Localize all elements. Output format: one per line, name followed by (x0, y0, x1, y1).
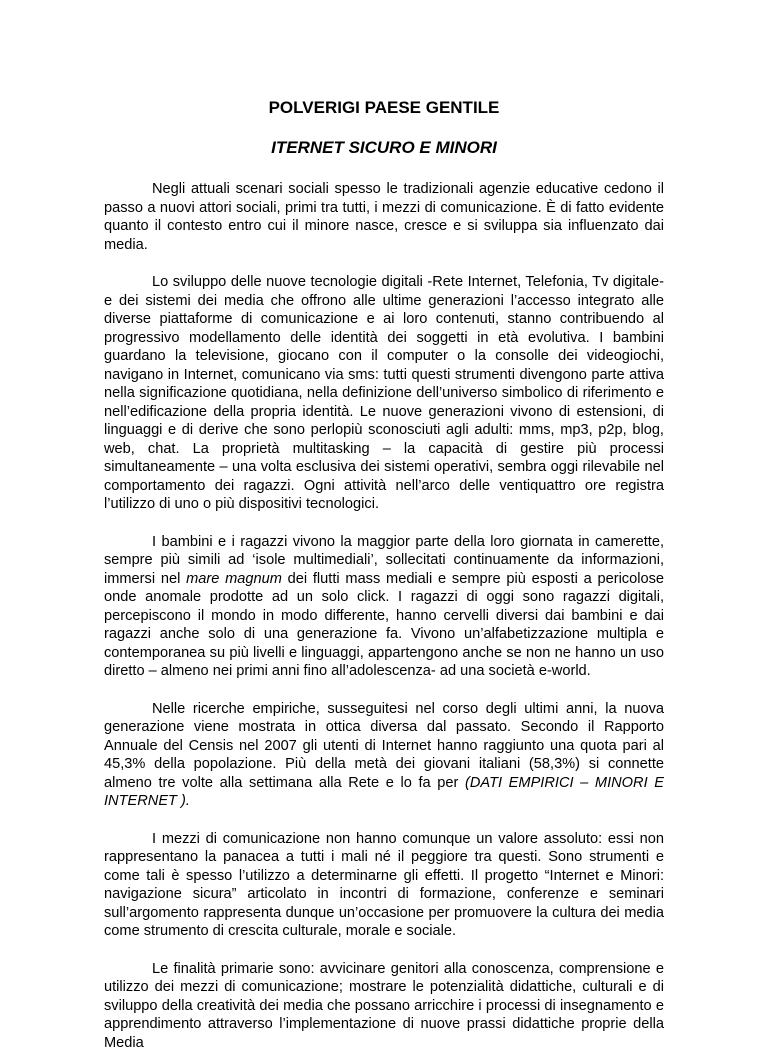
paragraph (104, 273, 664, 514)
paragraph-italic-text: mare magnum (186, 571, 282, 587)
document-title: POLVERIGI PAESE GENTILE (0, 98, 768, 118)
paragraph-text: Le finalità primarie sono: avvicinare genitori alla conoscenza, comprensione e utilizzo dei mezzi di comunicazione; mostrare le potenzialità didattiche, culturali e di sviluppo della creatività dei media che possano arricchire i processi di insegnamento e apprendimento attraverso l’implementazione di nuove prassi didattiche proprie della Media (104, 961, 664, 1051)
paragraph-text: Negli attuali scenari sociali spesso le tradizionali agenzie educative cedono il passo a nuovi attori sociali, primi tra tutti, i mezzi di comunicazione. È di fatto evidente quanto il contesto entro cui il minore nasce, cresce e si sviluppa sia influenzato dai media. (104, 181, 664, 253)
paragraph (104, 960, 664, 1052)
paragraph-text: Nelle ricerche empiriche, susseguitesi nel corso degli ultimi anni, la nuova generazione viene mostrata in ottica diversa dal passato. Secondo il Rapporto Annuale del Censis nel 2007 gli utenti di Internet hanno raggiunto una quota pari al 45,3% della popolazione. Più della metà dei giovani italiani (58,3%) si connette almeno tre volte alla settimana alla Rete e lo fa per (104, 701, 664, 791)
paragraph (104, 180, 664, 254)
document-body (104, 180, 664, 1052)
paragraph-italic-text: (DATI EMPIRICI – MINORI E INTERNET ). (104, 775, 664, 810)
paragraph-text: I bambini e i ragazzi vivono la maggior parte della loro giornata in camerette, sempre più simili ad ‘isole multimediali’, sollecitati continuamente da informazioni, immersi nel (104, 534, 664, 587)
document-subtitle: ITERNET SICURO E MINORI (0, 138, 768, 158)
paragraph-text: I mezzi di comunicazione non hanno comunque un valore assoluto: essi non rappresentano la panacea a tutti i mali né il peggiore tra questi. Sono strumenti e come tali è spesso l’utilizzo a determinarne gli effetti. Il progetto “Internet e Minori: navigazione sicura” articolato in incontri di formazione, conferenze e seminari sull’argomento rappresenta dunque un’occasione per promuovere la cultura dei media come strumento di crescita culturale, morale e sociale. (104, 831, 664, 940)
paragraph (104, 700, 664, 811)
paragraph-text: dei flutti mass mediali e sempre più esposti a pericolose onde anomale prodotte ad un solo click. I ragazzi di oggi sono ragazzi digitali, percepiscono il mondo in modo differente, hanno cervelli diversi dai bambini e dai ragazzi anche solo di una generazione fa. Vivono un’alfabetizzazione multipla e contemporanea su più livelli e linguaggi, appartengono anche se non ne hanno un uso diretto – almeno nei primi anni fino all’adolescenza- ad una società e-world. (104, 571, 664, 680)
paragraph (104, 830, 664, 941)
paragraph-text: Lo sviluppo delle nuove tecnologie digitali -Rete Internet, Telefonia, Tv digitale- e dei sistemi dei media che offrono alle ultime generazioni l’accesso integrato alle diverse piattaforme di comunicazione e ai loro contenuti, stanno contribuendo al progressivo modellamento delle identità dei soggetti in età evolutiva. I bambini guardano la televisione, giocano con il computer o la consolle dei videogiochi, navigano in Internet, comunicano via sms: tutti questi strumenti divengono parte attiva nella significazione quotidiana, nella definizione dell’universo simbolico di riferimento e nell’edificazione della propria identità. Le nuove generazioni vivono di estensioni, di linguaggi e di derive che sono perlopiù sconosciuti agli adulti: mms, mp3, p2p, blog, web, chat. La proprietà multitasking – la capacità di gestire più processi simultaneamente – una volta esclusiva dei sistemi operativi, sembra oggi rilevabile nel comportamento dei ragazzi. Ogni attività nell’arco delle ventiquattro ore registra l’utilizzo di uno o più dispositivi tecnologici. (104, 274, 664, 512)
paragraph (104, 533, 664, 681)
